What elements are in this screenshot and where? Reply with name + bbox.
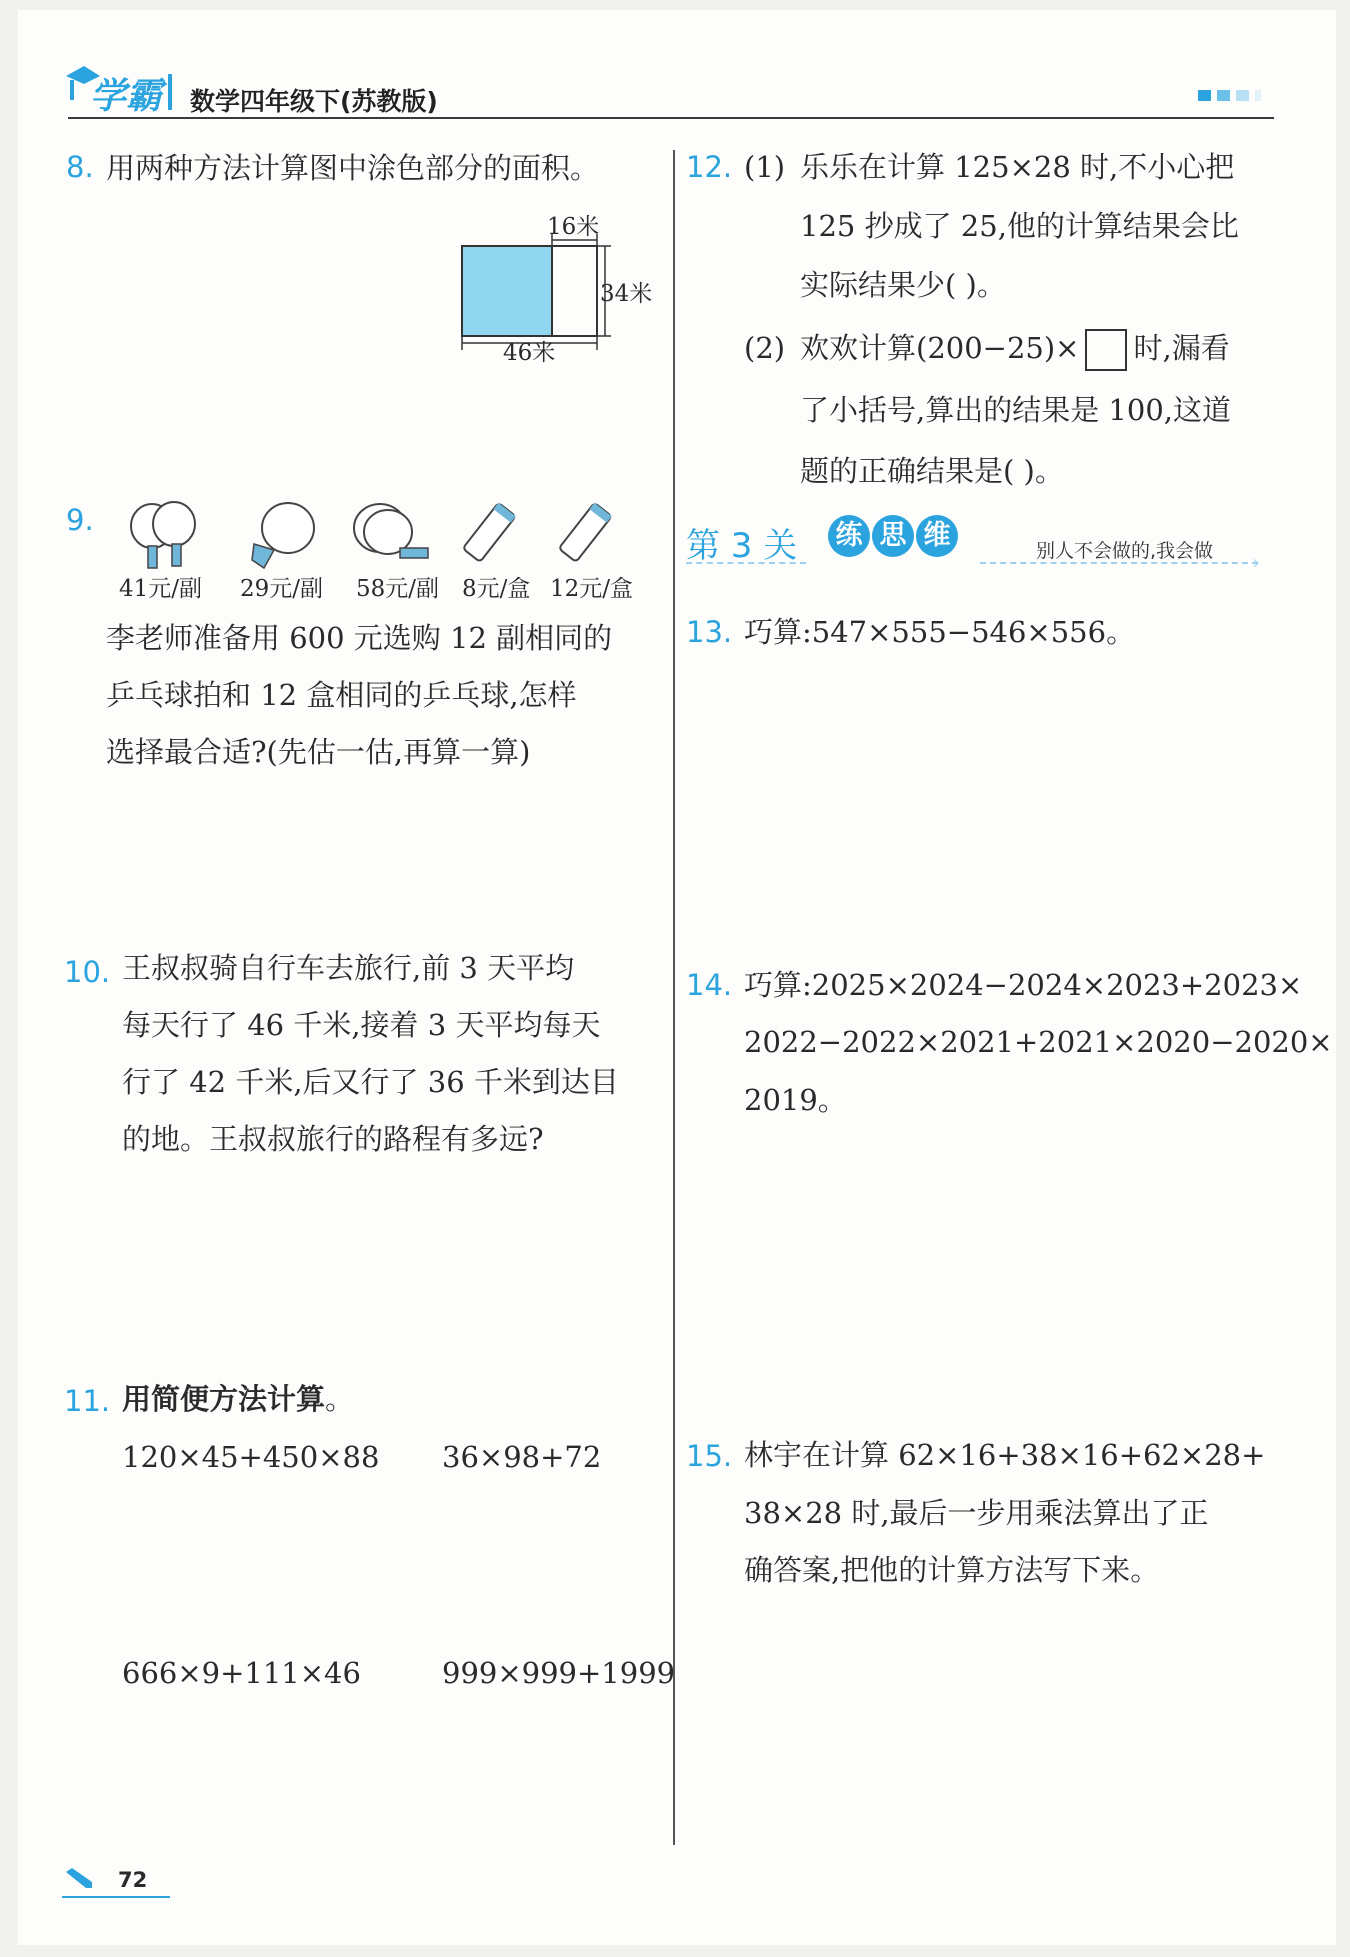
q11-expr: 120×45+450×88 <box>122 1440 380 1474</box>
section-underline <box>686 562 806 564</box>
header-dot <box>1198 90 1211 101</box>
q9-price: 58元/副 <box>356 576 440 602</box>
q9-line: 乒乓球拍和 12 盒相同的乒乓球,怎样 <box>106 678 577 712</box>
q13-number: 13. <box>686 615 733 649</box>
column-divider <box>673 150 675 1845</box>
q9-price: 8元/盒 <box>462 576 531 602</box>
section-char: 练 <box>828 515 870 557</box>
q12-p1-line: 实际结果少( )。 <box>800 268 1006 302</box>
q8-number: 8. <box>66 150 94 184</box>
q8-label-right: 34米 <box>600 281 653 307</box>
q12-p2-line1-a: 欢欢计算(200−25)× <box>800 331 1080 365</box>
header-dot <box>1217 90 1230 101</box>
q11-expr: 36×98+72 <box>442 1440 602 1474</box>
q13-text: 巧算:547×555−546×556。 <box>744 615 1136 649</box>
q14-line: 巧算:2025×2024−2024×2023+2023× <box>744 968 1303 1002</box>
q11-number: 11. <box>64 1384 111 1418</box>
q10-line: 行了 42 千米,后又行了 36 千米到达目 <box>122 1065 619 1099</box>
book-title: 数学四年级下(苏教版) <box>190 87 438 116</box>
q12-number: 12. <box>686 150 733 184</box>
q11-title-text: 用简便方法计算 <box>122 1382 326 1416</box>
q8-label-top: 16米 <box>547 214 600 240</box>
paddle-pair-icon <box>126 500 204 572</box>
q9-price: 41元/副 <box>119 576 203 602</box>
q9-line: 李老师准备用 600 元选购 12 副相同的 <box>106 621 613 655</box>
section-char: 思 <box>872 515 914 557</box>
section-title <box>828 515 960 557</box>
section-slogan: 别人不会做的,我会做 <box>1036 540 1214 562</box>
q12-p2-line1 <box>800 319 1230 377</box>
q12-p1-line: 125 抄成了 25,他的计算结果会比 <box>800 209 1239 243</box>
q15-line: 林宇在计算 62×16+38×16+62×28+ <box>744 1438 1266 1472</box>
page-number: 72 <box>118 1868 148 1892</box>
q8-label-bottom: 46米 <box>503 340 556 366</box>
pencil-icon <box>62 1866 96 1894</box>
q12-p1-label: (1) <box>744 150 786 184</box>
q11-expr: 666×9+111×46 <box>122 1656 361 1690</box>
paddle-pair-icon <box>244 500 322 572</box>
q12-p2-line: 了小括号,算出的结果是 100,这道 <box>800 393 1232 427</box>
q11-title-end: 。 <box>325 1382 355 1416</box>
logo-divider <box>168 74 172 110</box>
header-dot <box>1255 90 1261 101</box>
q8-text: 用两种方法计算图中涂色部分的面积。 <box>106 151 600 185</box>
q14-line: 2022−2022×2021+2021×2020−2020× <box>744 1025 1333 1059</box>
q14-line: 2019。 <box>744 1083 847 1117</box>
logo-text: 学霸 <box>90 76 163 117</box>
section-prefix: 第 3 关 <box>686 526 798 566</box>
q11-title <box>122 1370 354 1428</box>
q14-number: 14. <box>686 968 733 1002</box>
q12-p1-line: 乐乐在计算 125×28 时,不小心把 <box>800 150 1235 184</box>
footer-rule <box>62 1896 170 1898</box>
section-underline <box>980 562 1258 564</box>
q12-p2-line: 题的正确结果是( )。 <box>800 454 1064 488</box>
ball-tube-icon <box>460 500 520 566</box>
q9-number: 9. <box>66 503 94 537</box>
q12-p2-line1-b: 时,漏看 <box>1133 331 1230 365</box>
q11-expr: 999×999+1999 <box>442 1656 676 1690</box>
q10-line: 的地。王叔叔旅行的路程有多远? <box>122 1122 544 1156</box>
header-dot <box>1236 90 1249 101</box>
q15-line: 38×28 时,最后一步用乘法算出了正 <box>744 1496 1209 1530</box>
paddle-pair-icon <box>344 500 434 572</box>
q12-p2-label: (2) <box>744 331 786 365</box>
q15-line: 确答案,把他的计算方法写下来。 <box>744 1553 1160 1587</box>
section-char: 维 <box>916 515 958 557</box>
answer-box[interactable] <box>1085 329 1127 371</box>
q9-price: 12元/盒 <box>550 576 634 602</box>
q9-line: 选择最合适?(先估一估,再算一算) <box>106 735 531 769</box>
q10-line: 每天行了 46 千米,接着 3 天平均每天 <box>122 1008 601 1042</box>
q9-price: 29元/副 <box>240 576 324 602</box>
arrow-right-icon: › <box>1252 550 1260 574</box>
ball-tube-icon <box>556 500 616 566</box>
q10-number: 10. <box>64 955 111 989</box>
header-rule <box>68 117 1274 119</box>
q10-line: 王叔叔骑自行车去旅行,前 3 天平均 <box>122 951 575 985</box>
q15-number: 15. <box>686 1439 733 1473</box>
